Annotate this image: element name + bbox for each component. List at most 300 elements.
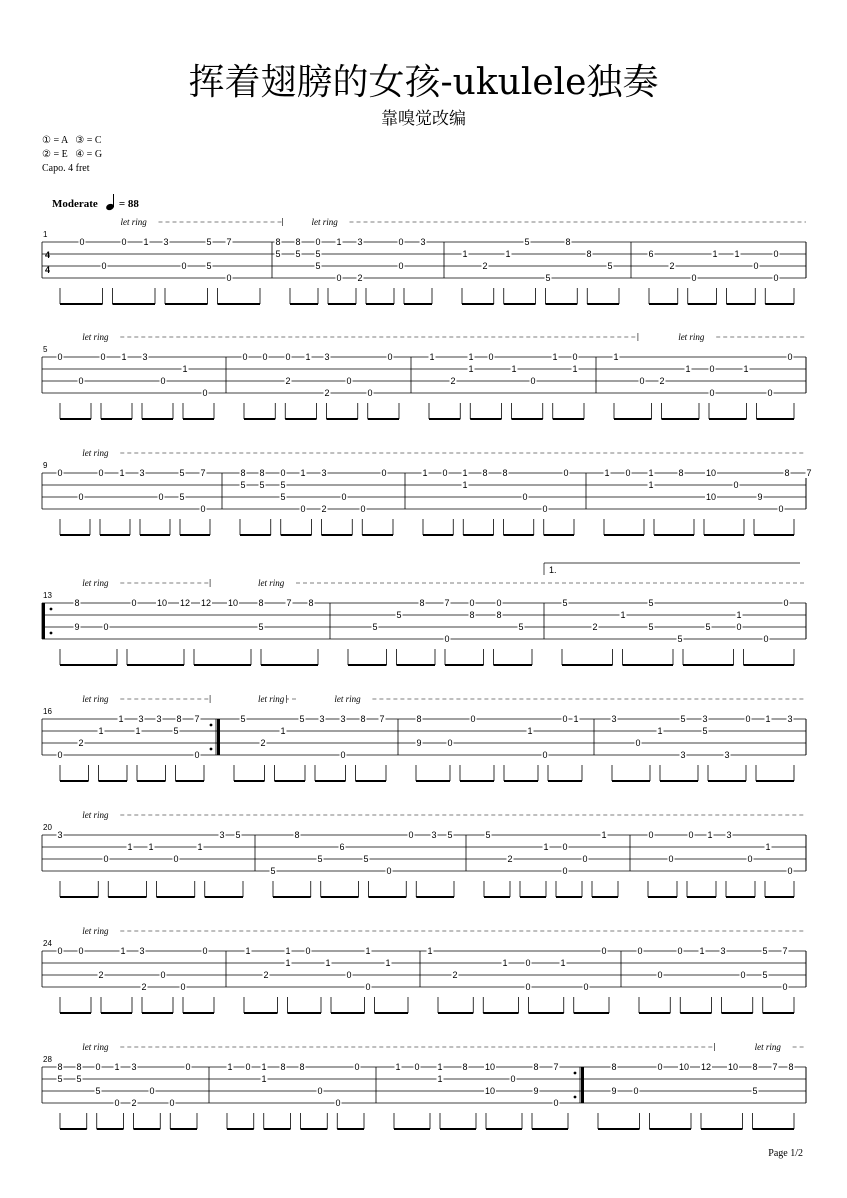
fret-number: 1 <box>336 237 342 248</box>
fret-number: 1 <box>505 249 511 260</box>
fret-number: 8 <box>611 1062 617 1073</box>
fret-number: 0 <box>367 388 373 399</box>
time-signature-top: 4 <box>45 250 51 260</box>
fret-number: 8 <box>275 237 281 248</box>
fret-number: 3 <box>611 714 617 725</box>
fret-number: 0 <box>542 504 548 515</box>
fret-number: 0 <box>202 946 208 957</box>
fret-number: 1 <box>121 352 127 363</box>
fret-number: 8 <box>258 598 264 609</box>
fret-number: 1 <box>98 726 104 737</box>
fret-number: 1 <box>427 946 433 957</box>
arranger-subtitle: 靠嗅觉改编 <box>381 109 466 129</box>
fret-number: 5 <box>396 610 402 621</box>
fret-number: 0 <box>496 598 502 609</box>
fret-number: 3 <box>726 830 732 841</box>
fret-number: 0 <box>688 830 694 841</box>
fret-number: 0 <box>101 261 107 272</box>
fret-number: 2 <box>324 388 330 399</box>
fret-number: 1 <box>118 714 124 725</box>
fret-number: 0 <box>57 352 63 363</box>
fret-number: 5 <box>372 622 378 633</box>
let-ring-label: let ring <box>82 332 109 342</box>
tuning-line-1: ① = A ③ = C <box>42 135 102 146</box>
fret-number: 0 <box>778 504 784 515</box>
let-ring-label: let ring <box>120 217 147 227</box>
fret-number: 0 <box>381 468 387 479</box>
let-ring-label: let ring <box>82 578 109 588</box>
page-number: Page 1/2 <box>768 1148 803 1159</box>
fret-number: 5 <box>447 830 453 841</box>
fret-number: 8 <box>496 610 502 621</box>
fret-number: 0 <box>563 468 569 479</box>
measure-number: 13 <box>43 591 52 600</box>
fret-number: 0 <box>341 492 347 503</box>
fret-number: 0 <box>572 352 578 363</box>
fret-number: 7 <box>772 1062 778 1073</box>
repeat-dot <box>574 1096 577 1099</box>
fret-number: 0 <box>747 854 753 865</box>
fret-number: 2 <box>78 738 84 749</box>
let-ring-label: let ring <box>82 448 109 458</box>
fret-number: 5 <box>317 854 323 865</box>
fret-number: 0 <box>100 352 106 363</box>
fret-number: 7 <box>379 714 385 725</box>
fret-number: 0 <box>444 634 450 645</box>
fret-number: 2 <box>357 273 363 284</box>
fret-number: 7 <box>200 468 206 479</box>
fret-number: 1 <box>227 1062 233 1073</box>
fret-number: 0 <box>442 468 448 479</box>
fret-number: 0 <box>57 468 63 479</box>
fret-number: 1 <box>734 249 740 260</box>
fret-number: 5 <box>607 261 613 272</box>
fret-number: 1 <box>572 364 578 375</box>
fret-number: 0 <box>346 970 352 981</box>
fret-number: 1 <box>601 830 607 841</box>
fret-number: 1 <box>429 352 435 363</box>
fret-number: 3 <box>724 750 730 761</box>
fret-number: 0 <box>160 970 166 981</box>
fret-number: 2 <box>98 970 104 981</box>
fret-number: 8 <box>469 610 475 621</box>
fret-number: 2 <box>321 504 327 515</box>
fret-number: 0 <box>121 237 127 248</box>
fret-number: 12 <box>179 598 191 609</box>
fret-number: 10 <box>484 1086 496 1097</box>
fret-number: 2 <box>592 622 598 633</box>
fret-number: 0 <box>336 273 342 284</box>
tempo-bpm: = 88 <box>118 198 139 210</box>
fret-number: 3 <box>431 830 437 841</box>
fret-number: 1 <box>699 946 705 957</box>
fret-number: 5 <box>363 854 369 865</box>
fret-number: 5 <box>240 480 246 491</box>
fret-number: 1 <box>114 1062 120 1073</box>
fret-number: 10 <box>227 598 239 609</box>
fret-number: 8 <box>752 1062 758 1073</box>
fret-number: 5 <box>57 1074 63 1085</box>
fret-number: 5 <box>702 726 708 737</box>
fret-number: 3 <box>324 352 330 363</box>
fret-number: 0 <box>783 598 789 609</box>
fret-number: 0 <box>601 946 607 957</box>
fret-number: 0 <box>745 714 751 725</box>
fret-number: 0 <box>763 634 769 645</box>
fret-number: 5 <box>258 622 264 633</box>
fret-number: 0 <box>510 1074 516 1085</box>
fret-number: 8 <box>533 1062 539 1073</box>
fret-number: 1 <box>620 610 626 621</box>
fret-number: 3 <box>319 714 325 725</box>
fret-number: 3 <box>420 237 426 248</box>
fret-number: 0 <box>773 249 779 260</box>
fret-number: 1 <box>736 610 742 621</box>
fret-number: 1 <box>197 842 203 853</box>
fret-number: 5 <box>206 261 212 272</box>
fret-number: 3 <box>138 714 144 725</box>
fret-number: 0 <box>408 830 414 841</box>
fret-number: 0 <box>657 1062 663 1073</box>
fret-number: 0 <box>414 1062 420 1073</box>
fret-number: 1 <box>261 1062 267 1073</box>
fret-number: 8 <box>176 714 182 725</box>
fret-number: 1 <box>325 958 331 969</box>
let-ring-label: let ring <box>754 1042 781 1052</box>
fret-number: 1 <box>422 468 428 479</box>
fret-number: 7 <box>286 598 292 609</box>
fret-number: 0 <box>79 237 85 248</box>
fret-number: 0 <box>562 866 568 877</box>
fret-number: 8 <box>678 468 684 479</box>
fret-number: 5 <box>648 622 654 633</box>
fret-number: 0 <box>733 480 739 491</box>
fret-number: 1 <box>305 352 311 363</box>
fret-number: 1 <box>182 364 188 375</box>
fret-number: 0 <box>194 750 200 761</box>
fret-number: 0 <box>709 388 715 399</box>
fret-number: 3 <box>720 946 726 957</box>
repeat-dot <box>210 748 213 751</box>
fret-number: 0 <box>753 261 759 272</box>
let-ring-label: let ring <box>82 810 109 820</box>
fret-number: 1 <box>468 352 474 363</box>
fret-number: 5 <box>648 598 654 609</box>
fret-number: 9 <box>533 1086 539 1097</box>
fret-number: 8 <box>419 598 425 609</box>
fret-number: 0 <box>365 982 371 993</box>
measure-number: 16 <box>43 707 52 716</box>
fret-number: 0 <box>639 376 645 387</box>
measure-number: 5 <box>43 345 48 354</box>
fret-number: 1 <box>707 830 713 841</box>
fret-number: 0 <box>787 866 793 877</box>
fret-number: 1 <box>261 1074 267 1085</box>
fret-number: 0 <box>185 1062 191 1073</box>
fret-number: 0 <box>470 714 476 725</box>
fret-number: 5 <box>752 1086 758 1097</box>
fret-number: 1 <box>119 468 125 479</box>
fret-number: 0 <box>709 364 715 375</box>
fret-number: 12 <box>200 598 212 609</box>
fret-number: 0 <box>354 1062 360 1073</box>
fret-number: 0 <box>625 468 631 479</box>
fret-number: 1 <box>462 249 468 260</box>
fret-number: 2 <box>659 376 665 387</box>
fret-number: 0 <box>633 1086 639 1097</box>
fret-number: 5 <box>762 946 768 957</box>
fret-number: 1 <box>712 249 718 260</box>
fret-number: 1 <box>437 1074 443 1085</box>
fret-number: 1 <box>127 842 133 853</box>
fret-number: 3 <box>680 750 686 761</box>
fret-number: 2 <box>263 970 269 981</box>
let-ring-label: let ring <box>258 578 285 588</box>
fret-number: 9 <box>74 622 80 633</box>
let-ring-label: let ring <box>311 217 338 227</box>
fret-number: 1 <box>385 958 391 969</box>
fret-number: 5 <box>280 492 286 503</box>
fret-number: 8 <box>259 468 265 479</box>
fret-number: 0 <box>98 468 104 479</box>
fret-number: 8 <box>294 830 300 841</box>
fret-number: 0 <box>657 970 663 981</box>
fret-number: 0 <box>398 237 404 248</box>
fret-number: 0 <box>691 273 697 284</box>
repeat-bar <box>581 1067 584 1103</box>
fret-number: 1 <box>462 480 468 491</box>
fret-number: 5 <box>173 726 179 737</box>
measure-number: 9 <box>43 461 48 470</box>
let-ring-label: let ring <box>334 694 361 704</box>
let-ring-label: let ring <box>82 694 109 704</box>
fret-number: 0 <box>677 946 683 957</box>
measure-number: 24 <box>43 939 52 948</box>
fret-number: 1 <box>685 364 691 375</box>
fret-number: 5 <box>76 1074 82 1085</box>
fret-number: 8 <box>74 598 80 609</box>
fret-number: 3 <box>702 714 708 725</box>
capo-note: Capo. 4 fret <box>42 163 90 174</box>
fret-number: 0 <box>648 830 654 841</box>
fret-number: 8 <box>482 468 488 479</box>
fret-number: 5 <box>524 237 530 248</box>
fret-number: 1 <box>765 714 771 725</box>
fret-number: 1 <box>468 364 474 375</box>
fret-number: 0 <box>740 970 746 981</box>
fret-number: 0 <box>78 946 84 957</box>
fret-number: 5 <box>315 261 321 272</box>
fret-number: 7 <box>194 714 200 725</box>
fret-number: 5 <box>240 714 246 725</box>
fret-number: 1 <box>148 842 154 853</box>
fret-number: 5 <box>275 249 281 260</box>
fret-number: 1 <box>743 364 749 375</box>
fret-number: 0 <box>114 1098 120 1109</box>
fret-number: 0 <box>57 946 63 957</box>
fret-number: 8 <box>308 598 314 609</box>
fret-number: 0 <box>305 946 311 957</box>
fret-number: 0 <box>57 750 63 761</box>
fret-number: 5 <box>270 866 276 877</box>
measure-number: 28 <box>43 1055 52 1064</box>
page-title: 挥着翅膀的女孩-ukulele独奏 <box>188 62 659 103</box>
fret-number: 5 <box>677 634 683 645</box>
fret-number: 2 <box>482 261 488 272</box>
fret-number: 1 <box>365 946 371 957</box>
fret-number: 0 <box>582 854 588 865</box>
fret-number: 3 <box>321 468 327 479</box>
fret-number: 10 <box>705 468 717 479</box>
volta-label: 1. <box>549 565 557 575</box>
fret-number: 5 <box>545 273 551 284</box>
fret-number: 1 <box>573 714 579 725</box>
fret-number: 0 <box>202 388 208 399</box>
fret-number: 0 <box>398 261 404 272</box>
fret-number: 2 <box>507 854 513 865</box>
fret-number: 1 <box>765 842 771 853</box>
fret-number: 0 <box>553 1098 559 1109</box>
fret-number: 5 <box>299 714 305 725</box>
fret-number: 1 <box>285 958 291 969</box>
fret-number: 3 <box>357 237 363 248</box>
fret-number: 0 <box>773 273 779 284</box>
fret-number: 1 <box>502 958 508 969</box>
fret-number: 0 <box>447 738 453 749</box>
fret-number: 10 <box>727 1062 739 1073</box>
fret-number: 0 <box>346 376 352 387</box>
fret-number: 5 <box>295 249 301 260</box>
fret-number: 0 <box>280 468 286 479</box>
repeat-dot <box>50 632 53 635</box>
repeat-start-bar <box>42 603 45 639</box>
fret-number: 5 <box>95 1086 101 1097</box>
fret-number: 0 <box>387 352 393 363</box>
fret-number: 0 <box>160 376 166 387</box>
fret-number: 8 <box>788 1062 794 1073</box>
fret-number: 3 <box>219 830 225 841</box>
fret-number: 5 <box>518 622 524 633</box>
fret-number: 2 <box>452 970 458 981</box>
fret-number: 7 <box>806 468 812 479</box>
fret-number: 0 <box>131 598 137 609</box>
fret-number: 2 <box>285 376 291 387</box>
fret-number: 0 <box>78 492 84 503</box>
fret-number: 8 <box>462 1062 468 1073</box>
fret-number: 3 <box>139 946 145 957</box>
repeat-dot <box>574 1072 577 1075</box>
fret-number: 1 <box>613 352 619 363</box>
let-ring-label: let ring <box>82 926 109 936</box>
fret-number: 1 <box>552 352 558 363</box>
fret-number: 0 <box>78 376 84 387</box>
fret-number: 5 <box>762 970 768 981</box>
fret-number: 0 <box>317 1086 323 1097</box>
fret-number: 0 <box>95 1062 101 1073</box>
fret-number: 5 <box>280 480 286 491</box>
fret-number: 0 <box>787 352 793 363</box>
let-ring-label: let ring <box>678 332 705 342</box>
fret-number: 5 <box>562 598 568 609</box>
fret-number: 0 <box>149 1086 155 1097</box>
fret-number: 1 <box>143 237 149 248</box>
tempo-label: Moderate <box>52 198 98 210</box>
fret-number: 12 <box>700 1062 712 1073</box>
repeat-bar <box>217 719 220 755</box>
fret-number: 10 <box>705 492 717 503</box>
fret-number: 0 <box>300 504 306 515</box>
fret-number: 0 <box>169 1098 175 1109</box>
fret-number: 0 <box>262 352 268 363</box>
let-ring-label: let ring <box>82 1042 109 1052</box>
fret-number: 1 <box>120 946 126 957</box>
fret-number: 5 <box>206 237 212 248</box>
fret-number: 3 <box>139 468 145 479</box>
fret-number: 8 <box>416 714 422 725</box>
fret-number: 1 <box>245 946 251 957</box>
fret-number: 1 <box>560 958 566 969</box>
fret-number: 0 <box>562 842 568 853</box>
fret-number: 0 <box>103 622 109 633</box>
fret-number: 1 <box>395 1062 401 1073</box>
let-ring-label: let ring <box>258 694 285 704</box>
fret-number: 7 <box>226 237 232 248</box>
fret-number: 0 <box>360 504 366 515</box>
fret-number: 1 <box>543 842 549 853</box>
fret-number: 8 <box>299 1062 305 1073</box>
fret-number: 8 <box>280 1062 286 1073</box>
fret-number: 0 <box>637 946 643 957</box>
fret-number: 0 <box>335 1098 341 1109</box>
fret-number: 1 <box>300 468 306 479</box>
time-signature-bottom: 4 <box>45 265 51 275</box>
fret-number: 10 <box>484 1062 496 1073</box>
tuning-line-2: ② = E ④ = G <box>42 149 103 160</box>
fret-number: 0 <box>158 492 164 503</box>
fret-number: 0 <box>245 1062 251 1073</box>
fret-number: 2 <box>669 261 675 272</box>
fret-number: 2 <box>450 376 456 387</box>
fret-number: 5 <box>705 622 711 633</box>
fret-number: 3 <box>340 714 346 725</box>
fret-number: 8 <box>76 1062 82 1073</box>
fret-number: 0 <box>530 376 536 387</box>
fret-number: 7 <box>444 598 450 609</box>
fret-number: 1 <box>437 1062 443 1073</box>
fret-number: 1 <box>511 364 517 375</box>
fret-number: 0 <box>635 738 641 749</box>
fret-number: 5 <box>179 468 185 479</box>
fret-number: 0 <box>562 714 568 725</box>
fret-number: 0 <box>469 598 475 609</box>
fret-number: 0 <box>782 982 788 993</box>
fret-number: 8 <box>784 468 790 479</box>
fret-number: 9 <box>757 492 763 503</box>
fret-number: 5 <box>315 249 321 260</box>
fret-number: 2 <box>260 738 266 749</box>
fret-number: 1 <box>280 726 286 737</box>
fret-number: 0 <box>200 504 206 515</box>
fret-number: 6 <box>648 249 654 260</box>
fret-number: 0 <box>226 273 232 284</box>
fret-number: 0 <box>668 854 674 865</box>
fret-number: 2 <box>131 1098 137 1109</box>
fret-number: 10 <box>156 598 168 609</box>
fret-number: 0 <box>340 750 346 761</box>
fret-number: 0 <box>103 854 109 865</box>
fret-number: 0 <box>767 388 773 399</box>
fret-number: 0 <box>488 352 494 363</box>
